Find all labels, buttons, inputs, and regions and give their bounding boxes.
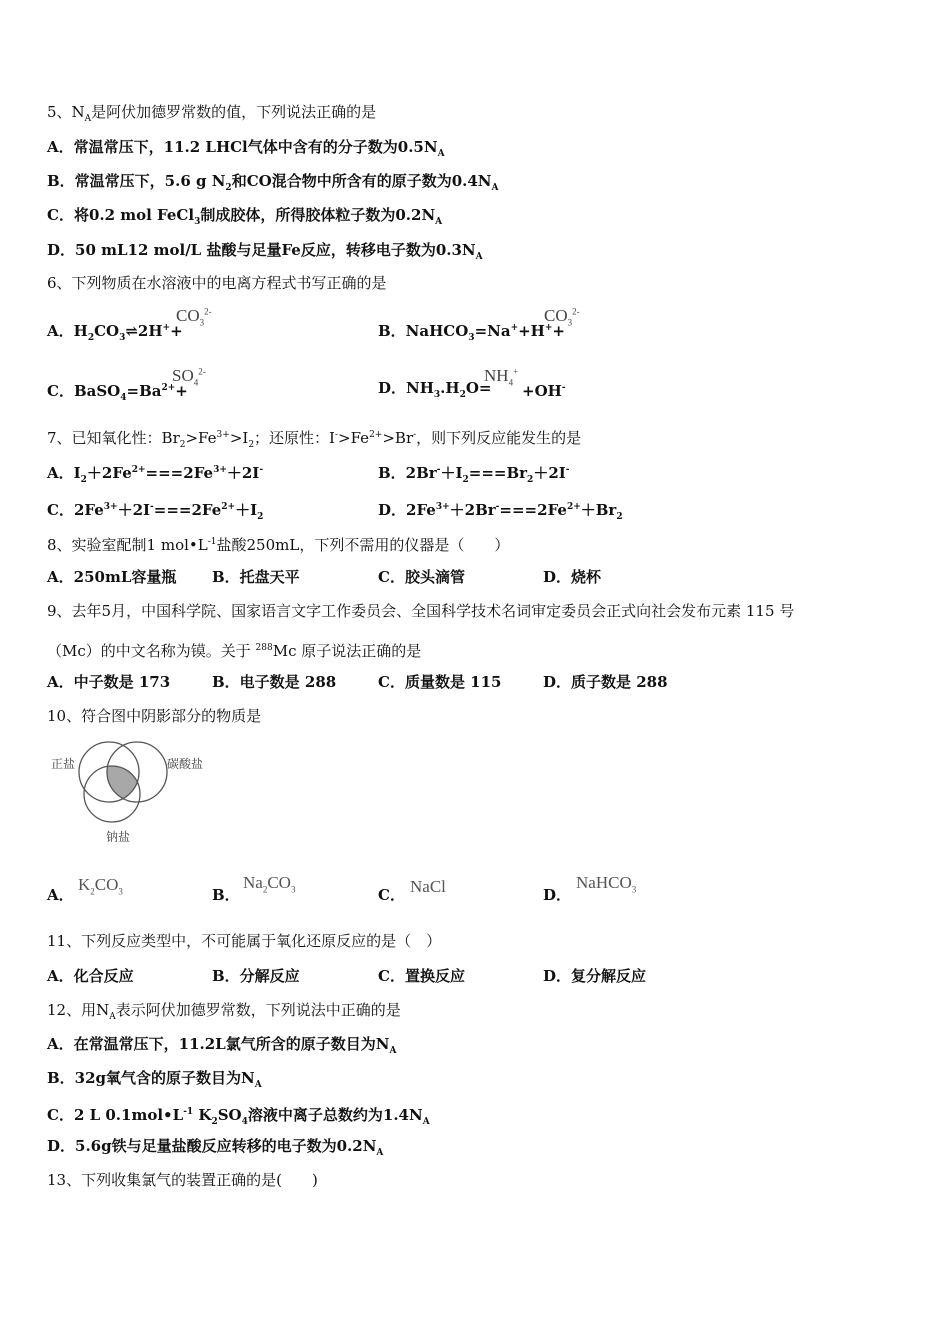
q11-option-c: C．置换反应 — [378, 967, 465, 985]
q10-option-d-label: D． — [543, 886, 572, 904]
q7-option-d: D．$2Fe^{3+}+2Br^-===2Fe^{2+}+Br_2$ — [378, 501, 623, 522]
q10-option-d: NaHCO$_3$ — [576, 873, 637, 895]
q6-option-b: B．NaHCO$_3$=Na++H++ — [378, 322, 565, 343]
q5-option-d: D．50 mL12 mol/L 盐酸与足量Fe反应，转移电子数为$0.3N_A$ — [47, 241, 483, 262]
q6-option-d: D．$NH_3.H_2O=$ — [378, 379, 492, 400]
q11-option-b: B．分解反应 — [212, 967, 300, 985]
q7-option-c: C．$2Fe^{3+}+2I^-===2Fe^{2+}+I_2$ — [47, 501, 264, 522]
q8-option-b: B．托盘天平 — [212, 568, 300, 586]
q7-stem: 7、已知氧化性：$Br_2>Fe^{3+}>I_2$；还原性：$I^->Fe^{2+}>Br^-$，则下列反应能发生的是 — [47, 429, 582, 450]
q10-option-a-label: A． — [47, 886, 74, 904]
venn-diagram — [40, 730, 230, 855]
q6-option-c: C．$BaSO_4=Ba^{2+}+$ — [47, 382, 188, 403]
venn-label-zhengyan: 正盐 — [51, 757, 76, 771]
q9-stem-line2: （Mc）的中文名称为镆。关于 $^{288}$Mc 原子说法正确的是 — [47, 642, 422, 660]
venn-label-nayan: 钠盐 — [106, 830, 131, 844]
q8-option-a: A．250mL容量瓶 — [47, 568, 177, 586]
q12-option-c: C．2 L $0.1mol•L^{-1}$ $K_2SO_4$溶液中离子总数约为$1.4N_A$ — [47, 1106, 430, 1127]
q6-option-d-ion: $NH_4^+$ — [484, 366, 519, 388]
q9-option-c: C．质量数是 115 — [378, 673, 502, 691]
q6-option-a-ion: $CO_3^{2-}$ — [176, 306, 212, 328]
q9-stem-line1: 9、去年5月，中国科学院、国家语言文字工作委员会、全国科学技术名词审定委员会正式向社会发布元素 115 号 — [47, 602, 795, 620]
q13-stem: 13、下列收集氯气的装置正确的是( ) — [47, 1171, 318, 1189]
q12-option-a: A．在常温常压下，11.2L氯气所含的原子数目为$N_A$ — [47, 1035, 397, 1056]
q7-option-a: A．$I_2+2Fe^{2+}===2Fe^{3+}+2I^-$ — [47, 464, 264, 485]
q6-option-b-ion: $CO_3^{2-}$ — [544, 306, 580, 328]
q8-option-d: D．烧杯 — [543, 568, 602, 586]
q6-option-c-ion: $SO_4^{2-}$ — [172, 366, 206, 388]
q10-option-b-label: B． — [212, 886, 240, 904]
q5-option-a: A．常温常压下，11.2 LHCl气体中含有的分子数为$0.5N_A$ — [47, 138, 445, 159]
q12-option-b: B．32g氧气含的原子数目为$N_A$ — [47, 1069, 262, 1090]
q11-option-a: A．化合反应 — [47, 967, 134, 985]
q10-option-a: $K_2CO_3$ — [78, 875, 123, 897]
q12-stem: 12、用$N_A$表示阿伏加德罗常数，下列说法中正确的是 — [47, 1001, 401, 1022]
q5-option-b: B．常温常压下，5.6 g $N_2$和CO混合物中所含有的原子数为$0.4N_A$ — [47, 172, 499, 193]
q6-option-a: A．$H_2CO_3\rightleftharpoons 2H^++$ — [47, 322, 183, 343]
q10-option-b: $Na_2CO_3$ — [243, 873, 296, 895]
q12-option-d: D．5.6g铁与足量盐酸反应转移的电子数为$0.2N_A$ — [47, 1137, 384, 1158]
q9-option-d: D．质子数是 288 — [543, 673, 668, 691]
q5-stem: 5、$N_A$是阿伏加德罗常数的值，下列说法正确的是 — [47, 103, 377, 124]
q9-option-b: B．电子数是 288 — [212, 673, 337, 691]
q7-option-b: B．$2Br^-+I_2===Br_2+2I^-$ — [378, 464, 570, 485]
venn-label-tansuanyan: 碳酸盐 — [167, 757, 204, 771]
q10-option-c-label: C． — [378, 886, 405, 904]
q11-option-d: D．复分解反应 — [543, 967, 647, 985]
q11-stem: 11、下列反应类型中，不可能属于氧化还原反应的是（ ） — [47, 932, 442, 950]
q5-option-c: C．将0.2 mol FeCl$_3$制成胶体，所得胶体粒子数为$0.2N_A$ — [47, 206, 443, 227]
q10-stem: 10、符合图中阴影部分的物质是 — [47, 707, 262, 725]
q8-option-c: C．胶头滴管 — [378, 568, 465, 586]
q10-option-c: NaCl — [410, 877, 446, 896]
q6-stem: 6、下列物质在水溶液中的电离方程式书写正确的是 — [47, 274, 387, 292]
q8-stem: 8、实验室配制1 $mol•L^{-1}$盐酸250mL，下列不需用的仪器是（ ） — [47, 536, 510, 554]
q9-option-a: A．中子数是 173 — [47, 673, 171, 691]
q6-option-d-tail: +OH- — [522, 382, 566, 400]
